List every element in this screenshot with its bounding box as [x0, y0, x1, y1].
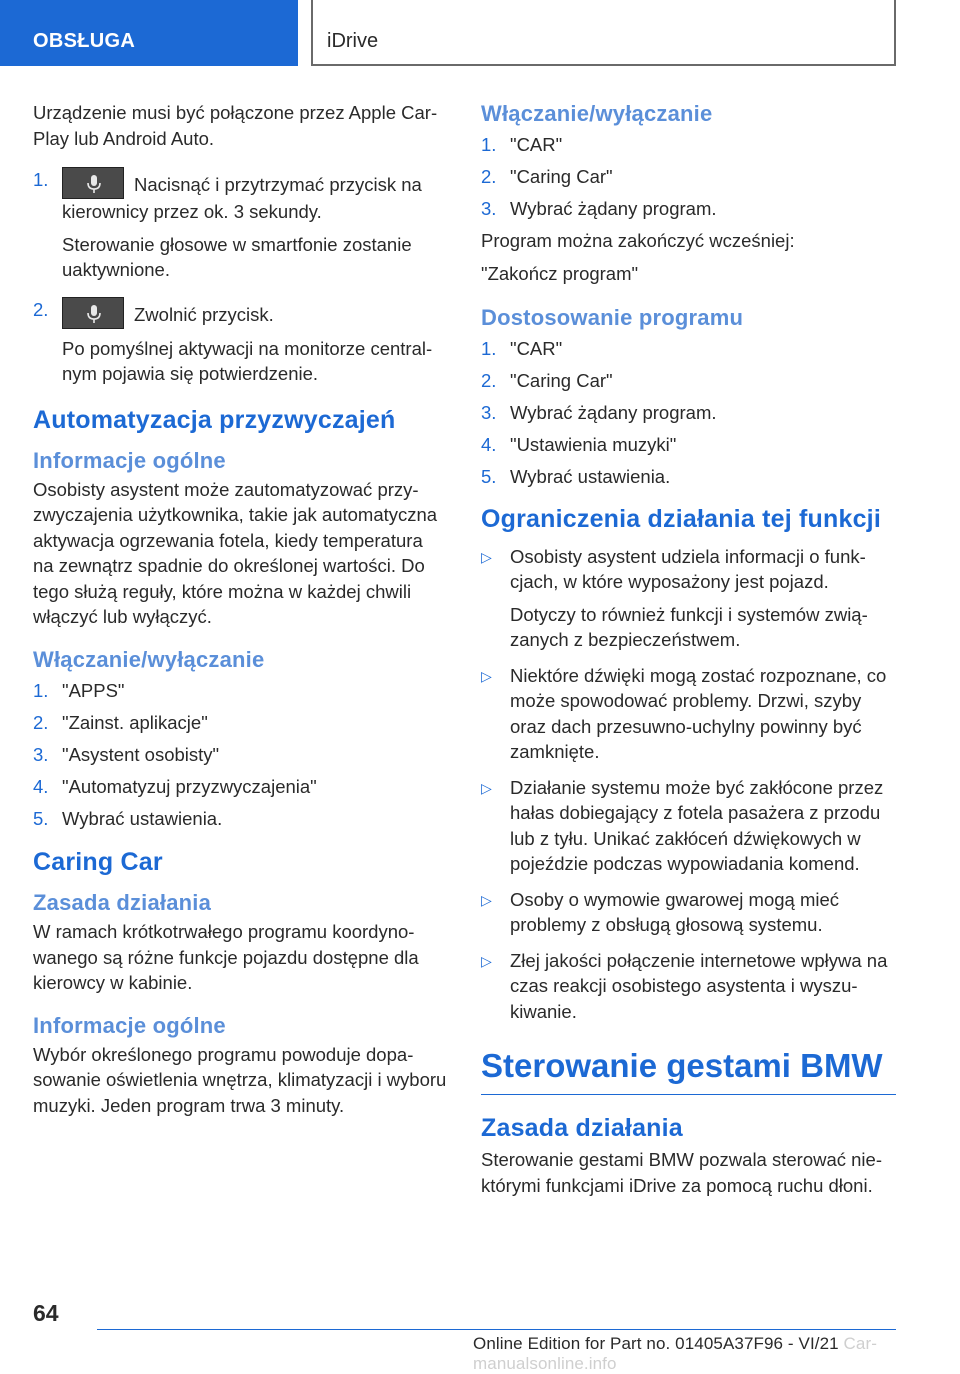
intro-text: Urządzenie musi być połączone przez Apple CarPlay lub Android Auto. — [33, 102, 438, 149]
heading-adjust-program: Dostosowanie programu — [481, 305, 744, 330]
list-item: ▷ Osoby o wymowie gwarowej mogą mieć problemy z obsługą głosową systemu. — [481, 887, 896, 938]
principle-text: W ramach krótkotrwałego programu koordynowanego są różne funkcje pojazdu dostępne dla kierowcy w kabinie. — [33, 921, 419, 993]
list-item: 2. "Caring Car" — [481, 370, 613, 391]
list-item: 2. "Zainst. aplikacje" — [33, 711, 208, 733]
heading-general-info-2: Informacje ogólne — [33, 1012, 226, 1038]
list-item: 3. Wybrać żądany program. — [481, 402, 717, 423]
list-item: ▷ Niektóre dźwięki mogą zostać rozpoznane, co może spowodować problemy. Drzwi, szyby oraz dach przesuwno-uchylny powinny być zamknięte. — [481, 663, 896, 765]
list-item: 1. "CAR" — [481, 338, 563, 359]
list-item: 5. Wybrać ustawienia. — [33, 807, 223, 829]
triangle-bullet-icon: ▷ — [481, 548, 492, 565]
list-item: ▷ Złej jakości połączenie internetowe wpływa na czas reakcji osobistego asystenta i wyszukiwanie. — [481, 948, 896, 1025]
voice-steps-list — [33, 167, 448, 387]
list-item: 1. "CAR" — [481, 134, 563, 155]
heading-limitations: Ograniczenia działania tej funkcji — [481, 504, 881, 533]
step-number: 2. — [33, 298, 49, 320]
section-tab: OBSŁUGA — [0, 0, 298, 66]
list-item: 1. "APPS" — [33, 679, 125, 701]
general-info-text: Osobisty asystent może zautomatyzować przyzwyczajenia użytkownika, takie jak automatyczna aktywacja ogrzewania fotela, kiedy temperatura na zewnątrz spadnie do określonej wartości. Do tego służą reguły, które można w każdej chwili włączyć lub wyłączyć. — [33, 478, 438, 627]
left-column — [33, 100, 448, 1130]
step-text: Nacisnąć i przytrzymać przycisk na kierownicy przez ok. 3 sekundy. — [62, 167, 448, 225]
heading-caring-car: Caring Car — [33, 848, 163, 876]
list-item: 3. Wybrać żądany program. — [481, 198, 717, 219]
automation-steps-list — [33, 678, 448, 832]
footer-divider — [97, 1329, 896, 1330]
list-item: 5. Wybrać ustawienia. — [481, 466, 671, 487]
right-column — [481, 100, 896, 1198]
voice-command-button-icon — [62, 167, 124, 199]
page-header — [0, 0, 960, 66]
chapter-title: iDrive — [311, 0, 896, 66]
triangle-bullet-icon: ▷ — [481, 779, 492, 796]
triangle-bullet-icon: ▷ — [481, 952, 492, 969]
heading-general-info: Informacje ogólne — [33, 447, 226, 473]
triangle-bullet-icon: ▷ — [481, 891, 492, 908]
step-note: Po pomyślnej aktywacji na monitorze centralnym pojawia się potwierdzenie. — [62, 337, 433, 384]
list-item: 4. "Automatyzuj przyzwyczajenia" — [33, 775, 317, 797]
end-program-text: Program można zakończyć wcześniej: — [481, 230, 795, 251]
general-info-text-2: Wybór określonego programu powoduje dopasowanie oświetlenia wnętrza, klimatyzacji i wyboru muzyki. Jeden program trwa 3 minuty. — [33, 1043, 447, 1116]
triangle-bullet-icon: ▷ — [481, 667, 492, 684]
heading-gesture-control: Sterowanie gestami BMW — [481, 1046, 896, 1095]
list-item: ▷ Osobisty asystent udziela informacji o funkcjach, w które wyposażony jest pojazd. Dotyczy to również funkcji i systemów związanych z bezpieczeństwem. — [481, 544, 896, 653]
step-text: Zwolnić przycisk. — [62, 297, 448, 329]
end-program-command: "Zakończ program" — [481, 262, 639, 284]
heading-on-off-caring: Włączanie/wyłączanie — [481, 101, 713, 126]
list-item — [33, 297, 448, 387]
list-item: 2. "Caring Car" — [481, 166, 613, 187]
voice-command-button-icon — [62, 297, 124, 329]
heading-principle: Zasada działania — [33, 890, 212, 915]
step-note: Sterowanie głosowe w smartfonie zostanie uaktywnione. — [62, 233, 412, 280]
list-item: 3. "Asystent osobisty" — [33, 743, 220, 765]
list-item: ▷ Działanie systemu może być zakłócone przez hałas dobiegający z fotela pasażera z przodu lub z tyłu. Unikać zakłóceń dźwiękowych w pojeździe podczas wypowiadania komend. — [481, 775, 896, 877]
heading-automation: Automatyzacja przyzwyczajeń — [33, 405, 396, 434]
limitations-list — [481, 544, 896, 1025]
caring-steps-list — [481, 132, 896, 222]
watermark: Car-manualsonline.info — [473, 1334, 877, 1373]
edition-text: Online Edition for Part no. 01405A37F96 - VI/21 Car-manualsonline.info — [473, 1334, 877, 1373]
list-item: 4. "Ustawienia muzyki" — [481, 434, 677, 455]
heading-gesture-principle: Zasada działania — [481, 1114, 683, 1142]
page-number: 64 — [33, 1300, 59, 1326]
list-item — [33, 167, 448, 283]
step-number: 1. — [33, 169, 49, 190]
adjust-steps-list — [481, 336, 896, 490]
heading-on-off: Włączanie/wyłączanie — [33, 646, 265, 672]
gesture-principle-text: Sterowanie gestami BMW pozwala sterować niektórymi funkcjami iDrive za pomocą ruchu dłoni. — [481, 1149, 883, 1196]
